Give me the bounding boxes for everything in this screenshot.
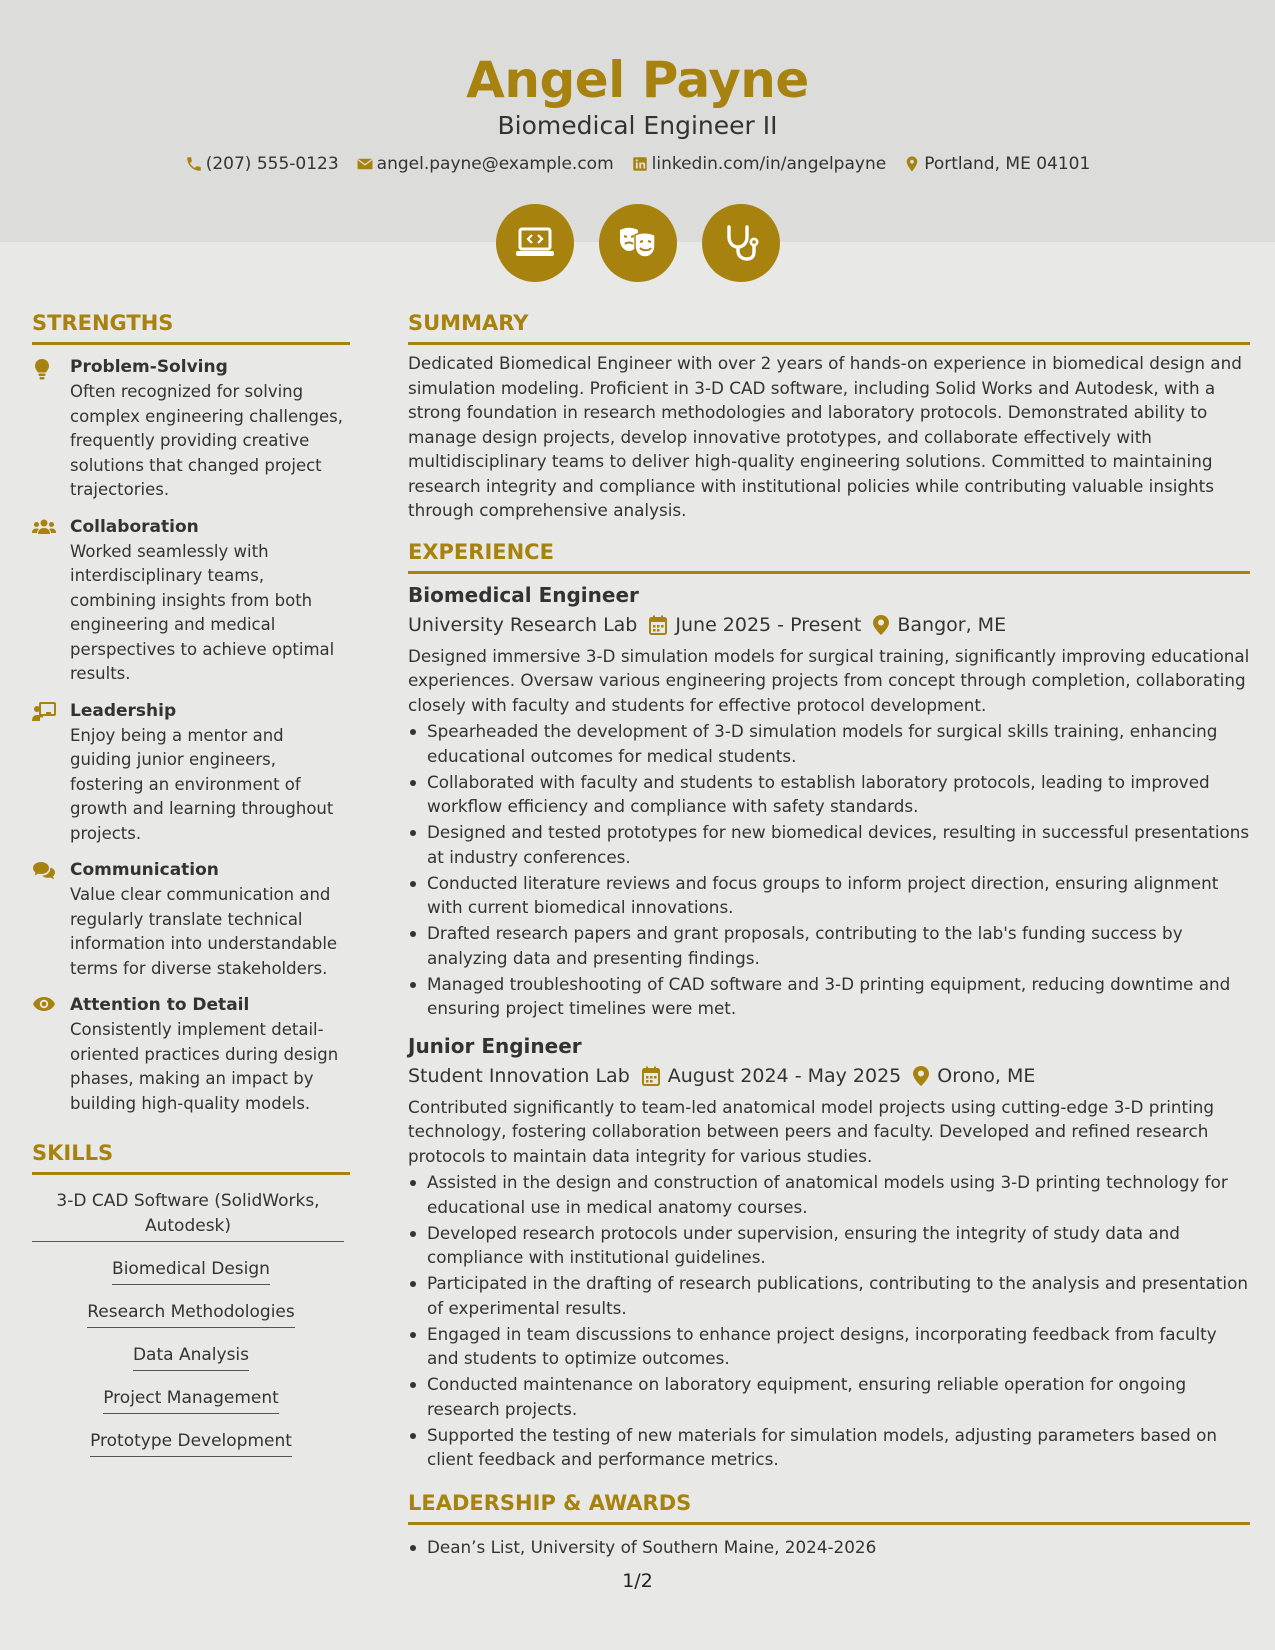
bullet-item: Spearheaded the development of 3-D simulation models for surgical skills training, enhancing educational outcomes for medical students. [408, 719, 1250, 768]
location-text: Portland, ME 04101 [924, 154, 1091, 174]
skill-item: Research Methodologies [87, 1300, 295, 1328]
phone-text: (207) 555-0123 [205, 154, 339, 174]
bullet-item: Participated in the drafting of research publications, contributing to the analysis and presentation of experimental results. [408, 1271, 1250, 1320]
job-description: Contributed significantly to team-led anatomical model projects using cutting-edge 3-D printing technology, fostering collaboration between peers and faculty. Developed and refined research protocols to maintain data integrity for various studies. [408, 1096, 1215, 1166]
awards-heading: LEADERSHIP & AWARDS [408, 1488, 1250, 1525]
skill-item: 3-D CAD Software (SolidWorks, Autodesk) [32, 1189, 344, 1242]
bullet-item: Collaborated with faculty and students to establish laboratory protocols, leading to improved workflow efficiency and compliance with safety standards. [408, 770, 1250, 819]
strength-title: Attention to Detail [70, 995, 250, 1015]
strength-item [32, 515, 350, 687]
map-marker-icon [913, 1066, 929, 1086]
award-item: Dean’s List, University of Southern Maine, 2024-2026 [408, 1535, 1250, 1560]
experience-heading: EXPERIENCE [408, 537, 1250, 574]
job-entry [408, 1031, 1250, 1472]
job-meta [408, 610, 1250, 640]
theater-masks-icon [599, 204, 677, 282]
users-icon [32, 518, 56, 538]
map-marker-icon [903, 155, 921, 173]
strength-item [32, 858, 350, 981]
envelope-icon [356, 155, 374, 173]
awards-list [408, 1535, 1250, 1560]
contact-email[interactable] [356, 152, 614, 176]
strength-desc: Often recognized for solving complex engineering challenges, frequently providing creative solutions that changed project trajectories. [70, 382, 344, 499]
job-bullets [408, 1170, 1250, 1472]
skill-item: Project Management [103, 1386, 279, 1414]
bullet-item: Assisted in the design and construction of anatomical models using 3-D printing technology for educational use in medical anatomy courses. [408, 1170, 1250, 1219]
linkedin-text: linkedin.com/in/angelpayne [651, 154, 887, 174]
strength-title: Leadership [70, 700, 177, 721]
calendar-icon [649, 615, 667, 635]
strength-item [32, 699, 350, 847]
strength-title: Problem-Solving [70, 357, 228, 377]
bullet-item: Engaged in team discussions to enhance project designs, incorporating feedback from faculty and students to optimize outcomes. [408, 1322, 1250, 1371]
contact-row [0, 152, 1275, 176]
skill-item: Biomedical Design [112, 1257, 270, 1285]
email-text: angel.payne@example.com [376, 154, 614, 174]
job-entry [408, 580, 1250, 1021]
laptop-code-icon [496, 204, 574, 282]
stethoscope-icon [702, 204, 780, 282]
strengths-list [32, 355, 350, 1116]
job-bullets [408, 719, 1250, 1021]
strength-desc: Enjoy being a mentor and guiding junior engineers, fostering an environment of growth and learning throughout projects. [70, 725, 334, 843]
job-description: Designed immersive 3-D simulation models for surgical training, significantly improving educational experiences. Oversaw various engineering projects from concept through completion, collaborating closely with faculty and students for effective protocol development. [408, 645, 1250, 715]
job-title: Biomedical Engineer II [497, 111, 778, 140]
phone-icon [185, 155, 203, 173]
strength-title: Collaboration [70, 516, 199, 537]
summary-text: Dedicated Biomedical Engineer with over 2 years of hands-on experience in biomedical design and simulation modeling. Proficient in 3-D CAD software, including Solid Works and Autodesk, with a strong foundation in research methodologies and laboratory protocols. Demonstrated ability to manage design projects, develop innovative prototypes, and collaborate effectively with multidisciplinary teams to deliver high-quality engineering solutions. Committed to maintaining research integrity and compliance with institutional policies while contributing valuable insights through comprehensive analysis. [408, 353, 1242, 520]
calendar-icon [642, 1066, 660, 1086]
page-number: 1/2 [622, 1570, 653, 1592]
bullet-item: Conducted literature reviews and focus groups to inform project direction, ensuring alignment with current biomedical innovations. [408, 871, 1250, 920]
skill-item: Prototype Development [90, 1429, 292, 1457]
summary-heading: SUMMARY [408, 308, 1250, 345]
bullet-item: Drafted research papers and grant proposals, contributing to the lab's funding success by analyzing data and presenting findings. [408, 921, 1250, 970]
bullet-item: Conducted maintenance on laboratory equipment, ensuring reliable operation for ongoing research projects. [408, 1372, 1250, 1421]
strength-item [32, 993, 350, 1116]
left-column [32, 308, 350, 1472]
bullet-item: Supported the testing of new materials for simulation models, adjusting parameters based on client feedback and performance metrics. [408, 1423, 1250, 1472]
job-location: Bangor, ME [897, 613, 1007, 636]
strength-desc: Value clear communication and regularly translate technical information into understandable terms for diverse stakeholders. [70, 885, 338, 978]
bullet-item: Developed research protocols under supervision, ensuring the integrity of study data and compliance with institutional guidelines. [408, 1221, 1250, 1270]
job-entry-title: Junior Engineer [408, 1033, 582, 1058]
lightbulb-icon [32, 358, 52, 380]
skills-heading: SKILLS [32, 1138, 350, 1175]
job-location: Orono, ME [937, 1064, 1036, 1087]
job-org: University Research Lab [408, 613, 638, 636]
strength-desc: Worked seamlessly with interdisciplinary teams, combining insights from both engineering and medical perspectives to achieve optimal results. [70, 541, 335, 683]
contact-location [903, 152, 1090, 176]
job-dates: August 2024 - May 2025 [667, 1064, 902, 1087]
contact-linkedin[interactable] [631, 152, 887, 176]
badge-row [0, 204, 1275, 282]
comments-icon [32, 861, 56, 881]
job-meta [408, 1061, 1250, 1091]
strength-title: Communication [70, 860, 219, 880]
skills-list [32, 1189, 350, 1472]
job-entry-title: Biomedical Engineer [408, 582, 639, 607]
strengths-heading: STRENGTHS [32, 308, 350, 345]
right-column [408, 308, 1250, 1561]
eye-icon [32, 996, 56, 1012]
contact-phone[interactable] [185, 152, 339, 176]
strength-item [32, 355, 350, 503]
strength-desc: Consistently implement detail-oriented practices during design phases, making an impact by building high-quality models. [70, 1020, 339, 1113]
chalkboard-teacher-icon [32, 702, 56, 722]
linkedin-icon [631, 155, 649, 173]
bullet-item: Managed troubleshooting of CAD software and 3-D printing equipment, reducing downtime and ensuring project timelines were met. [408, 972, 1250, 1021]
candidate-name: Angel Payne [466, 51, 809, 109]
skill-item: Data Analysis [133, 1343, 249, 1371]
job-org: Student Innovation Lab [408, 1064, 630, 1087]
bullet-item: Designed and tested prototypes for new biomedical devices, resulting in successful presentations at industry conferences. [408, 820, 1250, 869]
map-marker-icon [873, 615, 889, 635]
job-dates: June 2025 - Present [675, 613, 862, 636]
